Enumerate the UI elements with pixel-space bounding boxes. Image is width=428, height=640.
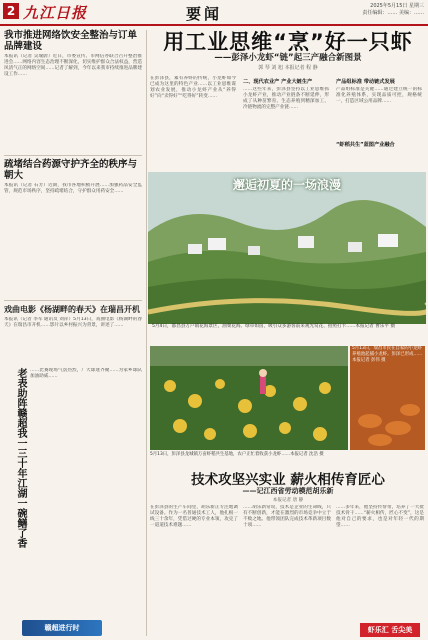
date-line-2: 责任编辑：…… 美编：…… bbox=[362, 10, 424, 16]
main-subhead-2: 产品组标准 带动链式发展 bbox=[336, 79, 395, 85]
paper-name-logo: 九江日报 bbox=[23, 4, 88, 22]
column-divider bbox=[146, 30, 147, 636]
second-col-3 bbox=[336, 505, 424, 605]
second-subtitle: ——记江西省劳动模范胡乐新 bbox=[242, 487, 334, 495]
main-col-1-text: 在彭泽县，素有养虾的传统，小龙虾如今已成为这里的特色产业……以工业思维谋划农业发展，推动小龙虾产业从“养得好”向“卖得好”“吃得好”转变…… bbox=[150, 76, 236, 99]
photo-caption-1: 5月4日，都昌县万户镇花海景区，油菜花海、绿草如茵，吸引众多游客前来观光赏花、拍照打卡……本报记者 曹乐平 摄 bbox=[152, 324, 396, 329]
main-byline: 郭 琴 刘 旭 本报记者 程 静 bbox=[258, 65, 318, 71]
flower-illustration bbox=[150, 346, 348, 450]
second-col-2-text: ……胡乐新常说，技术是企业的生命线，只有不断创新，才能在激烈的市场竞争中立于不败之地。他带领团队完成技术革新项目数十项…… bbox=[243, 505, 331, 528]
landscape-photo bbox=[148, 172, 426, 324]
vertical-headline: 老表助阵赣超我一三十年江湖一碗鳝了香 bbox=[15, 368, 26, 548]
second-headline: 技术攻坚兴实业 薪火相传育匠心 bbox=[191, 472, 385, 488]
second-col-1 bbox=[150, 505, 238, 617]
article-2-title: 疏堵结合药源守护齐全的秩序与朝大 bbox=[4, 159, 138, 181]
corner-ad: 虾乐汇 舌尖美 bbox=[360, 623, 420, 637]
section-title: 要闻 bbox=[186, 5, 223, 23]
article-2-body: 本报讯（记者 石芳）近期，我市各地积极开展……加强药品安全监管，规范市场秩序，坚持疏堵结合，守护群众用药安全…… bbox=[4, 183, 142, 194]
main-subhead-1: 二、现代农业产 产业大链生产 bbox=[243, 79, 313, 85]
flower-field-photo bbox=[150, 346, 348, 450]
date-line-1: 2025年5月15日 星期三 bbox=[370, 3, 424, 9]
landscape-illustration bbox=[148, 172, 426, 324]
main-col-1 bbox=[150, 76, 236, 170]
divider bbox=[4, 155, 142, 156]
page-number: 2 bbox=[3, 3, 19, 19]
main-col-3 bbox=[336, 76, 422, 150]
article-1-title: 我市推进网络饮安全整治与订单品牌建设 bbox=[4, 30, 138, 52]
main-subtitle: ——彭泽小龙虾“链”起三产融合新图景 bbox=[214, 53, 362, 63]
main-headline: 用工业思维“烹”好一只虾 bbox=[163, 30, 413, 54]
main-col-3-text: 产品组标准是关键……通过建立统一的标准化养殖体系，实现品质可控，规格统一，打造区域公用品牌…… bbox=[336, 87, 422, 104]
second-byline: 本报记者 唐 静 bbox=[272, 498, 304, 503]
left-column bbox=[4, 30, 142, 395]
divider bbox=[4, 300, 142, 301]
second-col-1-text: 在彭泽县的生产车间里，胡乐新正专注地调试设备。作为一名普通技术工人，他扎根一线三十余年，凭借过硬的专业本领，攻克了一道道技术难题…… bbox=[150, 505, 238, 528]
photo-caption-3: 5月13日，瑞昌市民在自家的小龙虾养殖池起捕小龙虾。彭泽已形成……本报记者 彭伟 摄 bbox=[352, 346, 423, 363]
article-3-body: 本报讯（记者 李军 通讯员 刘萍）5月13日，戏曲电影《杨湖畔的春天》在瑞昌市开机……影片以乡村振兴为背景，讲述了…… bbox=[4, 317, 142, 328]
date-line bbox=[362, 3, 424, 17]
main-col-2 bbox=[243, 76, 329, 173]
article-1-body: 本报讯（记者 吴瑜蔚）近日，市委宣传、市网信办联合召开整治推进会……网络内容生态治理不断深化，切实维护群众合法权益，营造风清气正的网络空间……记者了解到，今年以来我市持续推进品牌建设工作…… bbox=[4, 54, 142, 77]
main-subhead-3: “虾稻共生”蓝图产业融合 bbox=[336, 142, 395, 148]
second-col-2 bbox=[243, 505, 331, 617]
masthead bbox=[0, 0, 428, 26]
article-4-body: ……比赛现场气氛热烈，广大球迷齐聚……为家乡球队加油助威…… bbox=[30, 368, 142, 379]
photo-banner-title: 邂逅初夏的一场浪漫 bbox=[232, 178, 341, 192]
main-col-2-text: ……这些年来，彭泽县坚持以工业思维抓小龙虾产业，推动产业链条不断延伸，形成了从种苗繁育、生态养殖到精深加工、冷链物流的完整产业链…… bbox=[243, 87, 329, 110]
photo-caption-2: 5月13日，彭泽县龙城镇万亩虾稻共生基地，农户正忙着收获小龙虾……本报记者 沈浩 摄 bbox=[150, 452, 324, 457]
article-3-title: 戏曲电影《杨湖畔的春天》在瑞昌开机 bbox=[4, 305, 140, 314]
column-banner: 赣超进行时 bbox=[22, 620, 102, 636]
second-col-3-text: ……多年来，他坚持传帮带，培养了一大批技术骨干……“薪火相传，匠心不变”，这是他对自己的要求，也是对年轻一代的期望…… bbox=[336, 505, 424, 528]
